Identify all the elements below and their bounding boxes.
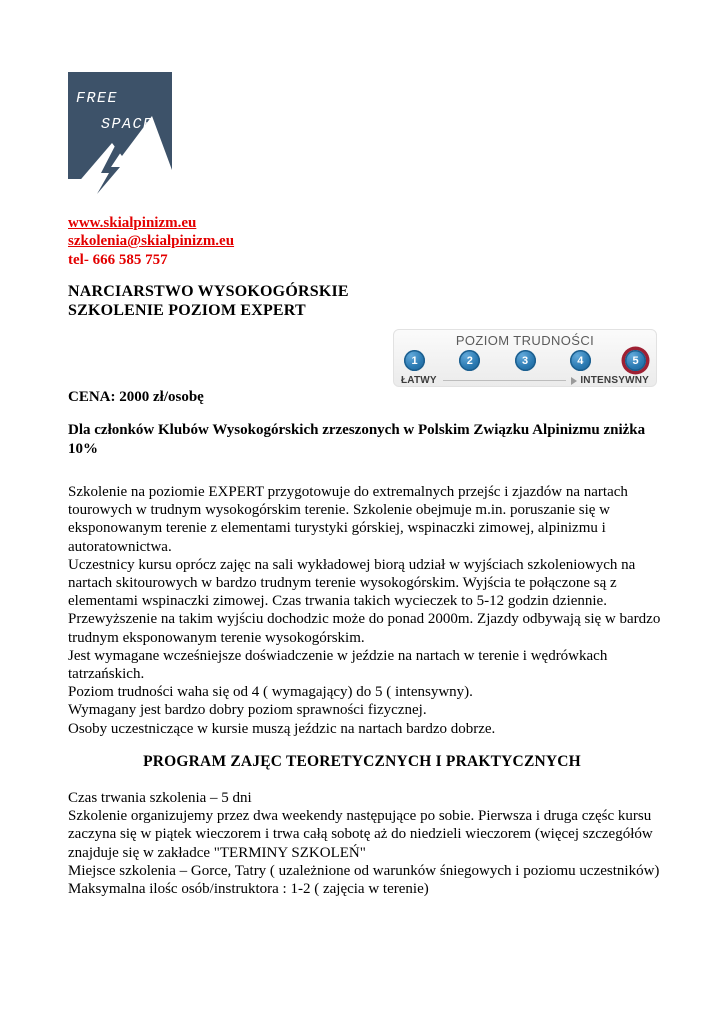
difficulty-levels bbox=[394, 350, 656, 371]
difficulty-level-2: 2 bbox=[459, 350, 480, 371]
website-link[interactable]: www.skialpinizm.eu bbox=[68, 215, 197, 231]
difficulty-level-1: 1 bbox=[404, 350, 425, 371]
price-text: CENA: 2000 zł/osobę bbox=[68, 389, 204, 405]
discount-text: Dla członków Klubów Wysokogórskich zrzeszonych w Polskim Związku Alpinizmu zniżka 10% bbox=[68, 422, 646, 457]
difficulty-scale bbox=[393, 329, 657, 387]
free-space-logo bbox=[68, 72, 180, 194]
difficulty-level-3: 3 bbox=[515, 350, 536, 371]
page-title bbox=[68, 283, 349, 320]
difficulty-axis bbox=[394, 375, 656, 386]
description-paragraph: Szkolenie na poziomie EXPERT przygotowuje do extremalnych przejśc i zjazdów na nartach tourowych w trudnym wysokogórskim terenie. Szkolenie obejmuje m.in. poruszanie się w eksponowanym terenie z elementami turystyki górskiej, wspinaczki zimowej, alpinizmu i autoratownictwa. Uczestnicy kursu oprócz zajęc na sali wykładowej biorą udział w wyjściach szkoleniowych na nartach skitourowych w bardzo trudnym terenie wysokogórskim. Wyjścia te połączone są z elementami wspinaczki zimowej. Czas trwania takich wycieczek to 5-12 godzin dziennie. Przewyższenie na takim wyjściu dochodzic może do ponad 2000m. Zjazdy odbywają się w bardzo trudnym eksponowanym terenie wysokogórskim. Jest wymagane wcześniejsze doświadczenie w jeździe na nartach w terenie i wędrówkach tatrzańskich. Poziom trudności waha się od 4 ( wymagający) do 5 ( intensywny). Wymagany jest bardzo dobry poziom sprawności fizycznej. Osoby uczestniczące w kursie muszą jeździc na nartach bardzo dobrze. bbox=[68, 484, 661, 737]
logo-text-space: SPACE bbox=[101, 116, 154, 133]
difficulty-level-4: 4 bbox=[570, 350, 591, 371]
contact-block bbox=[68, 214, 234, 269]
arrow-right-icon bbox=[571, 377, 577, 385]
difficulty-level-5-selected: 5 bbox=[625, 350, 646, 371]
page-title-line1: NARCIARSTWO WYSOKOGÓRSKIE bbox=[68, 283, 349, 300]
page-title-line2: SZKOLENIE POZIOM EXPERT bbox=[68, 301, 306, 319]
difficulty-title: POZIOM TRUDNOŚCI bbox=[455, 333, 595, 348]
logo-text-free: FREE bbox=[76, 90, 119, 107]
phone-text: tel- 666 585 757 bbox=[68, 251, 168, 268]
scale-line bbox=[443, 380, 567, 381]
program-paragraph: Czas trwania szkolenia – 5 dni Szkolenie organizujemy przez dwa weekendy następujące po sobie. Pierwsza i druga częśc kursu zaczyna się w piątek wieczorem i trwa całą sobotę aż do niedzieli wieczorem (więcej szczegółów znajduje się w zakładce "TERMINY SZKOLEŃ" Miejsce szkolenia – Gorce, Tatry ( uzależnione od warunków śniegowych i poziomu uczestników) Maksymalna ilośc osób/instruktora : 1-2 ( zajęcia w terenie) bbox=[68, 790, 660, 898]
easy-label: ŁATWY bbox=[401, 375, 437, 386]
email-link[interactable]: szkolenia@skialpinizm.eu bbox=[68, 233, 235, 250]
program-heading: PROGRAM ZAJĘC TEORETYCZNYCH I PRAKTYCZNYCH bbox=[143, 753, 581, 770]
intense-label: INTENSYWNY bbox=[580, 375, 649, 386]
